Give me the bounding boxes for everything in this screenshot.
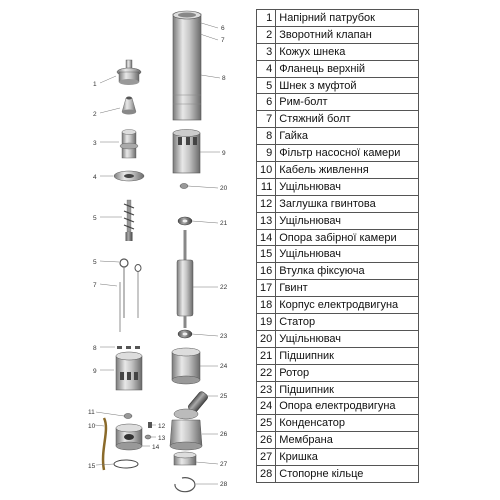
part-number: 27: [257, 449, 276, 466]
parts-table-row: [257, 111, 419, 128]
part-14-intake-support: [116, 424, 142, 450]
part-name: Шнек з муфтой: [276, 77, 419, 94]
callout-5: 5: [93, 215, 97, 222]
parts-table-row: [257, 381, 419, 398]
parts-table-row: [257, 347, 419, 364]
part-2-check-valve: [122, 97, 136, 115]
parts-table-row: [257, 60, 419, 77]
part-name: Конденсатор: [276, 415, 419, 432]
part-3-shroud: [120, 130, 138, 159]
parts-table-row: [257, 280, 419, 297]
part-number: 5: [257, 77, 276, 94]
part-number: 8: [257, 128, 276, 145]
part-number: 1: [257, 10, 276, 27]
callout-9: 9: [222, 150, 226, 157]
part-name: Фільтр насосної камери: [276, 145, 419, 162]
part-name: Гайка: [276, 128, 419, 145]
part-26-membrane: [170, 409, 202, 450]
part-12-plug: [148, 422, 152, 428]
parts-table-row: [257, 466, 419, 483]
part-number: 19: [257, 314, 276, 331]
parts-table-row: [257, 212, 419, 229]
part-name: Підшипник: [276, 347, 419, 364]
part-name: Гвинт: [276, 280, 419, 297]
part-name: Стяжний болт: [276, 111, 419, 128]
parts-table-row: [257, 94, 419, 111]
callout-6: 6: [221, 25, 225, 32]
parts-table-row: [257, 449, 419, 466]
callout-15: 15: [88, 463, 96, 470]
part-9-filter: [173, 130, 200, 174]
parts-table-row: [257, 432, 419, 449]
part-number: 16: [257, 263, 276, 280]
part-9-filter-left: [116, 352, 142, 390]
callout-13: 13: [158, 435, 166, 442]
part-name: Втулка фіксуюча: [276, 263, 419, 280]
part-27-cover: [174, 452, 196, 465]
callout-9b: 9: [93, 368, 97, 375]
part-name: Ротор: [276, 364, 419, 381]
parts-table-row: [257, 246, 419, 263]
callout-12: 12: [158, 423, 166, 430]
part-6-eye-bolts: [120, 259, 141, 332]
part-number: 22: [257, 364, 276, 381]
part-number: 9: [257, 145, 276, 162]
parts-table-row: [257, 297, 419, 314]
callout-4: 4: [93, 174, 97, 181]
part-name: Фланець верхній: [276, 60, 419, 77]
part-21-bearing: [178, 217, 192, 225]
part-number: 18: [257, 297, 276, 314]
part-number: 10: [257, 162, 276, 179]
parts-table-row: [257, 415, 419, 432]
part-number: 20: [257, 330, 276, 347]
parts-table-row: [257, 364, 419, 381]
part-name: Корпус електродвигуна: [276, 297, 419, 314]
part-name: Ущільнювач: [276, 178, 419, 195]
part-number: 3: [257, 43, 276, 60]
callout-25: 25: [220, 393, 228, 400]
parts-table-body: [257, 10, 419, 483]
part-name: Напірний патрубок: [276, 10, 419, 27]
part-number: 24: [257, 398, 276, 415]
parts-table-row: [257, 145, 419, 162]
parts-table-row: [257, 26, 419, 43]
callout-26: 26: [220, 431, 228, 438]
callout-8b: 8: [93, 345, 97, 352]
part-name: Стопорне кільце: [276, 466, 419, 483]
part-24-motor-support: [172, 348, 200, 384]
callout-28: 28: [220, 481, 228, 488]
part-number: 26: [257, 432, 276, 449]
part-name: Ущільнювач: [276, 212, 419, 229]
parts-table-row: [257, 195, 419, 212]
parts-table-row: [257, 229, 419, 246]
part-name: Опора забірної камери: [276, 229, 419, 246]
part-number: 14: [257, 229, 276, 246]
part-name: Ущільнювач: [276, 330, 419, 347]
callout-2: 2: [93, 111, 97, 118]
part-name: Підшипник: [276, 381, 419, 398]
parts-table-row: [257, 43, 419, 60]
callout-7: 7: [221, 37, 225, 44]
part-name: Ущільнювач: [276, 246, 419, 263]
parts-table-row: [257, 178, 419, 195]
parts-table-row: [257, 162, 419, 179]
part-number: 4: [257, 60, 276, 77]
part-28-ring: [175, 478, 195, 492]
part-1-outlet: [117, 60, 141, 85]
part-number: 17: [257, 280, 276, 297]
part-number: 15: [257, 246, 276, 263]
callout-21: 21: [220, 220, 228, 227]
part-22-rotor: [177, 230, 193, 328]
part-number: 6: [257, 94, 276, 111]
part-11-seal: [124, 414, 132, 419]
part-name: Кабель живлення: [276, 162, 419, 179]
part-name: Опора електродвигуна: [276, 398, 419, 415]
callout-3: 3: [93, 140, 97, 147]
part-name: Рим-болт: [276, 94, 419, 111]
callout-10: 10: [88, 423, 96, 430]
part-15-seal-ring: [114, 460, 138, 468]
part-name: Статор: [276, 314, 419, 331]
callout-11: 11: [88, 409, 95, 416]
parts-table-row: [257, 10, 419, 27]
part-number: 7: [257, 111, 276, 128]
part-number: 12: [257, 195, 276, 212]
callout-23: 23: [220, 333, 228, 340]
part-23-bearing: [178, 330, 192, 338]
part-number: 23: [257, 381, 276, 398]
part-name: Мембрана: [276, 432, 419, 449]
callout-20: 20: [220, 185, 228, 192]
parts-table-row: [257, 398, 419, 415]
part-name: Заглушка гвинтова: [276, 195, 419, 212]
part-name: Зворотний клапан: [276, 26, 419, 43]
part-20-seal: [180, 184, 188, 189]
parts-table-row: [257, 314, 419, 331]
part-number: 13: [257, 212, 276, 229]
callout-14: 14: [152, 444, 160, 451]
part-name: Кришка: [276, 449, 419, 466]
callout-27: 27: [220, 461, 228, 468]
callout-7b: 7: [93, 282, 97, 289]
part-number: 2: [257, 26, 276, 43]
callout-5b: 5: [93, 259, 97, 266]
part-8-nuts: [117, 346, 140, 349]
callout-24: 24: [220, 363, 228, 370]
part-13-seal: [145, 435, 151, 439]
part-4-flange: [114, 171, 144, 181]
part-number: 28: [257, 466, 276, 483]
parts-table: [256, 9, 419, 483]
part-5-auger: [124, 200, 134, 241]
part-number: 21: [257, 347, 276, 364]
parts-table-row: [257, 77, 419, 94]
part-number: 25: [257, 415, 276, 432]
parts-table-row: [257, 330, 419, 347]
parts-table-row: [257, 263, 419, 280]
callout-8: 8: [222, 75, 226, 82]
parts-table-row: [257, 128, 419, 145]
part-number: 11: [257, 178, 276, 195]
part-name: Кожух шнека: [276, 43, 419, 60]
part-8-tube: [173, 11, 201, 120]
callout-1: 1: [93, 81, 97, 88]
callout-22: 22: [220, 284, 228, 291]
